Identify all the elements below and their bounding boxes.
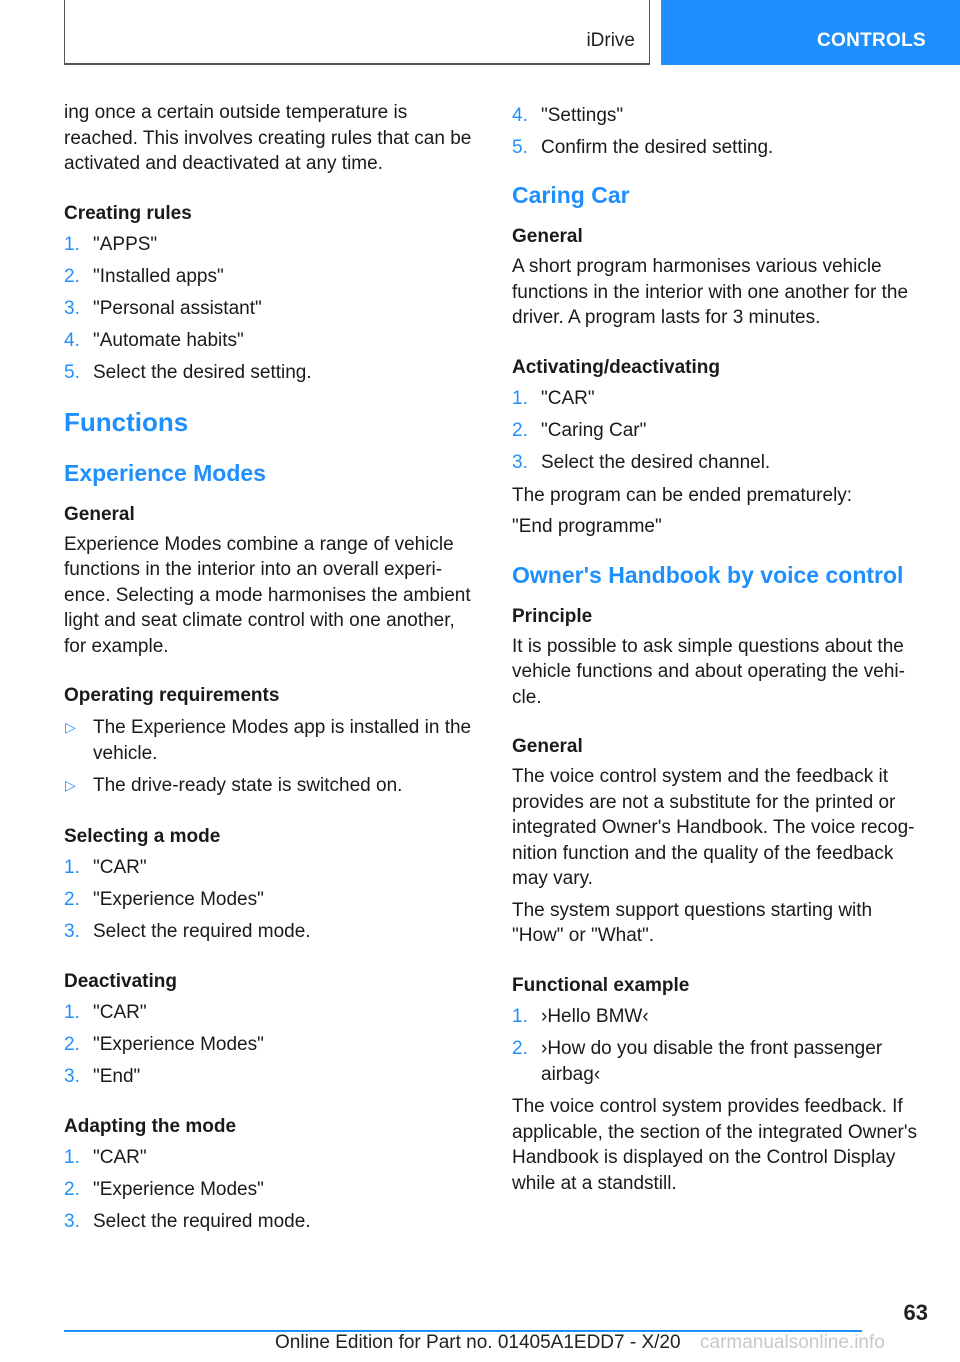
caring-car-title: Caring Car bbox=[512, 182, 630, 208]
step-text: "CAR" bbox=[541, 388, 595, 409]
step-text: "Settings" bbox=[541, 104, 624, 126]
bullet-text: The drive-ready state is switched on. bbox=[93, 775, 403, 796]
step-number: 2. bbox=[512, 1038, 528, 1059]
step-number: 2. bbox=[512, 420, 528, 441]
right-column bbox=[512, 102, 924, 1196]
step-text: "CAR" bbox=[93, 857, 147, 878]
header-section-box bbox=[64, 0, 650, 65]
step-number: 1. bbox=[512, 1006, 528, 1027]
activating-heading: Activating/deactivating bbox=[512, 356, 720, 378]
step-item bbox=[64, 264, 476, 290]
caring-general-paragraph: A short program harmonises various vehicle functions in the interior with one another for the driver. A program lasts for 3 minutes. bbox=[512, 256, 909, 328]
principle-heading: Principle bbox=[512, 605, 593, 627]
step-item bbox=[512, 135, 924, 161]
step-item bbox=[64, 328, 476, 354]
general-heading: General bbox=[64, 503, 135, 525]
step-number: 5. bbox=[512, 136, 528, 158]
step-number: 2. bbox=[64, 266, 80, 287]
step-number: 3. bbox=[512, 452, 528, 473]
end-programme-text: "End programme" bbox=[512, 516, 662, 537]
operating-requirements-list bbox=[64, 715, 476, 799]
step-item bbox=[64, 1177, 476, 1203]
activating-steps bbox=[512, 386, 924, 476]
step-item bbox=[64, 1000, 476, 1026]
step-item bbox=[64, 360, 476, 386]
step-item bbox=[64, 919, 476, 945]
step-text: Select the desired setting. bbox=[93, 362, 312, 383]
header-section-title: iDrive bbox=[586, 30, 635, 51]
final-paragraph: The voice control system provides feedback. If applicable, the section of the integrated Owner's Handbook is displayed on the Control Display while at a standstill. bbox=[512, 1096, 917, 1194]
step-item bbox=[512, 418, 924, 444]
step-text: "Installed apps" bbox=[93, 266, 224, 287]
step-number: 5. bbox=[64, 362, 80, 383]
step-item bbox=[64, 1032, 476, 1058]
deactivating-heading: Deactivating bbox=[64, 970, 177, 992]
step-item bbox=[512, 386, 924, 412]
settings-steps bbox=[512, 103, 924, 161]
step-text: "End" bbox=[93, 1066, 141, 1087]
left-column bbox=[64, 100, 476, 1235]
step-number: 3. bbox=[64, 1066, 80, 1087]
bullet-item bbox=[64, 773, 476, 799]
step-text: Select the required mode. bbox=[93, 921, 311, 942]
step-text: "Experience Modes" bbox=[93, 889, 264, 910]
step-text: "Caring Car" bbox=[541, 420, 647, 441]
edition-text: Online Edition for Part no. 01405A1EDD7 - X/20 bbox=[275, 1332, 681, 1353]
step-item bbox=[64, 1064, 476, 1090]
step-item bbox=[512, 450, 924, 476]
step-item bbox=[512, 1036, 924, 1087]
step-text: "Experience Modes" bbox=[93, 1179, 264, 1200]
intro-paragraph: ing once a certain outside temperature is reached. This involves creating rules that can be activated and deactivated at any time. bbox=[64, 102, 472, 174]
operating-requirements-heading: Operating requirements bbox=[64, 685, 280, 706]
deactivating-steps bbox=[64, 1000, 476, 1090]
step-number: 4. bbox=[64, 330, 80, 351]
adapting-mode-heading: Adapting the mode bbox=[64, 1115, 237, 1137]
step-text: "APPS" bbox=[93, 234, 158, 255]
step-text: Select the desired channel. bbox=[541, 452, 771, 473]
functions-title: Functions bbox=[64, 406, 189, 437]
step-text: ›Hello BMW‹ bbox=[541, 1006, 649, 1027]
experience-modes-title: Experience Modes bbox=[64, 459, 266, 486]
owners-handbook-title: Owner's Handbook by voice control bbox=[512, 561, 904, 588]
triangle-bullet-icon: ▷ bbox=[65, 719, 76, 735]
step-item bbox=[64, 1145, 476, 1171]
creating-rules-heading: Creating rules bbox=[64, 202, 192, 224]
general-paragraph: Experience Modes combine a range of vehicle functions in the interior into an overall experi-ence. Selecting a mode harmonises the ambient light and seat climate control with one another, for example. bbox=[64, 533, 471, 657]
step-text: ›How do you disable the front passenger airbag‹ bbox=[541, 1038, 883, 1085]
step-text: Confirm the desired setting. bbox=[541, 136, 774, 158]
general2-paragraph-2: The system support questions starting with "How" or "What". bbox=[512, 899, 873, 946]
watermark-text: carmanualsonline.info bbox=[700, 1332, 885, 1353]
step-number: 1. bbox=[64, 1147, 80, 1168]
step-number: 4. bbox=[512, 104, 528, 126]
step-number: 2. bbox=[64, 889, 80, 910]
step-text: Select the required mode. bbox=[93, 1211, 311, 1232]
principle-paragraph: It is possible to ask simple questions about the vehicle functions and about operating the vehi-cle. bbox=[512, 635, 905, 708]
step-text: "CAR" bbox=[93, 1002, 147, 1023]
bullet-text: The Experience Modes app is installed in the vehicle. bbox=[93, 717, 472, 764]
selecting-mode-steps bbox=[64, 855, 476, 945]
general2-heading: General bbox=[512, 736, 583, 757]
step-text: "Automate habits" bbox=[93, 330, 244, 351]
step-item bbox=[512, 1004, 924, 1030]
creating-rules-steps bbox=[64, 232, 476, 386]
step-number: 1. bbox=[64, 1002, 80, 1023]
functional-example-steps bbox=[512, 1004, 924, 1087]
step-number: 1. bbox=[64, 234, 80, 255]
step-item bbox=[64, 887, 476, 913]
step-item bbox=[64, 232, 476, 258]
page-number: 63 bbox=[903, 1300, 928, 1325]
step-text: "Personal assistant" bbox=[93, 298, 262, 319]
step-number: 1. bbox=[64, 857, 80, 878]
adapting-mode-steps bbox=[64, 1145, 476, 1235]
step-number: 1. bbox=[512, 388, 528, 409]
step-number: 3. bbox=[64, 921, 80, 942]
step-number: 2. bbox=[64, 1179, 80, 1200]
triangle-bullet-icon: ▷ bbox=[65, 777, 76, 793]
functional-example-heading: Functional example bbox=[512, 974, 690, 996]
step-item bbox=[512, 103, 924, 129]
header-chapter-tab[interactable]: CONTROLS bbox=[661, 0, 960, 65]
step-item bbox=[64, 855, 476, 881]
bullet-item bbox=[64, 715, 476, 766]
step-text: "Experience Modes" bbox=[93, 1034, 264, 1055]
caring-general-heading: General bbox=[512, 226, 583, 247]
step-text: "CAR" bbox=[93, 1147, 147, 1168]
step-number: 3. bbox=[64, 1211, 80, 1232]
general2-paragraph-1: The voice control system and the feedback it provides are not a substitute for the printed or integrated Owner's Handbook. The voice recog-nition function and the quality of the feedback may vary. bbox=[512, 766, 915, 889]
step-number: 3. bbox=[64, 298, 80, 319]
selecting-mode-heading: Selecting a mode bbox=[64, 825, 221, 847]
step-item bbox=[64, 1209, 476, 1235]
ended-paragraph: The program can be ended prematurely: bbox=[512, 484, 853, 506]
step-item bbox=[64, 296, 476, 322]
step-number: 2. bbox=[64, 1034, 80, 1055]
